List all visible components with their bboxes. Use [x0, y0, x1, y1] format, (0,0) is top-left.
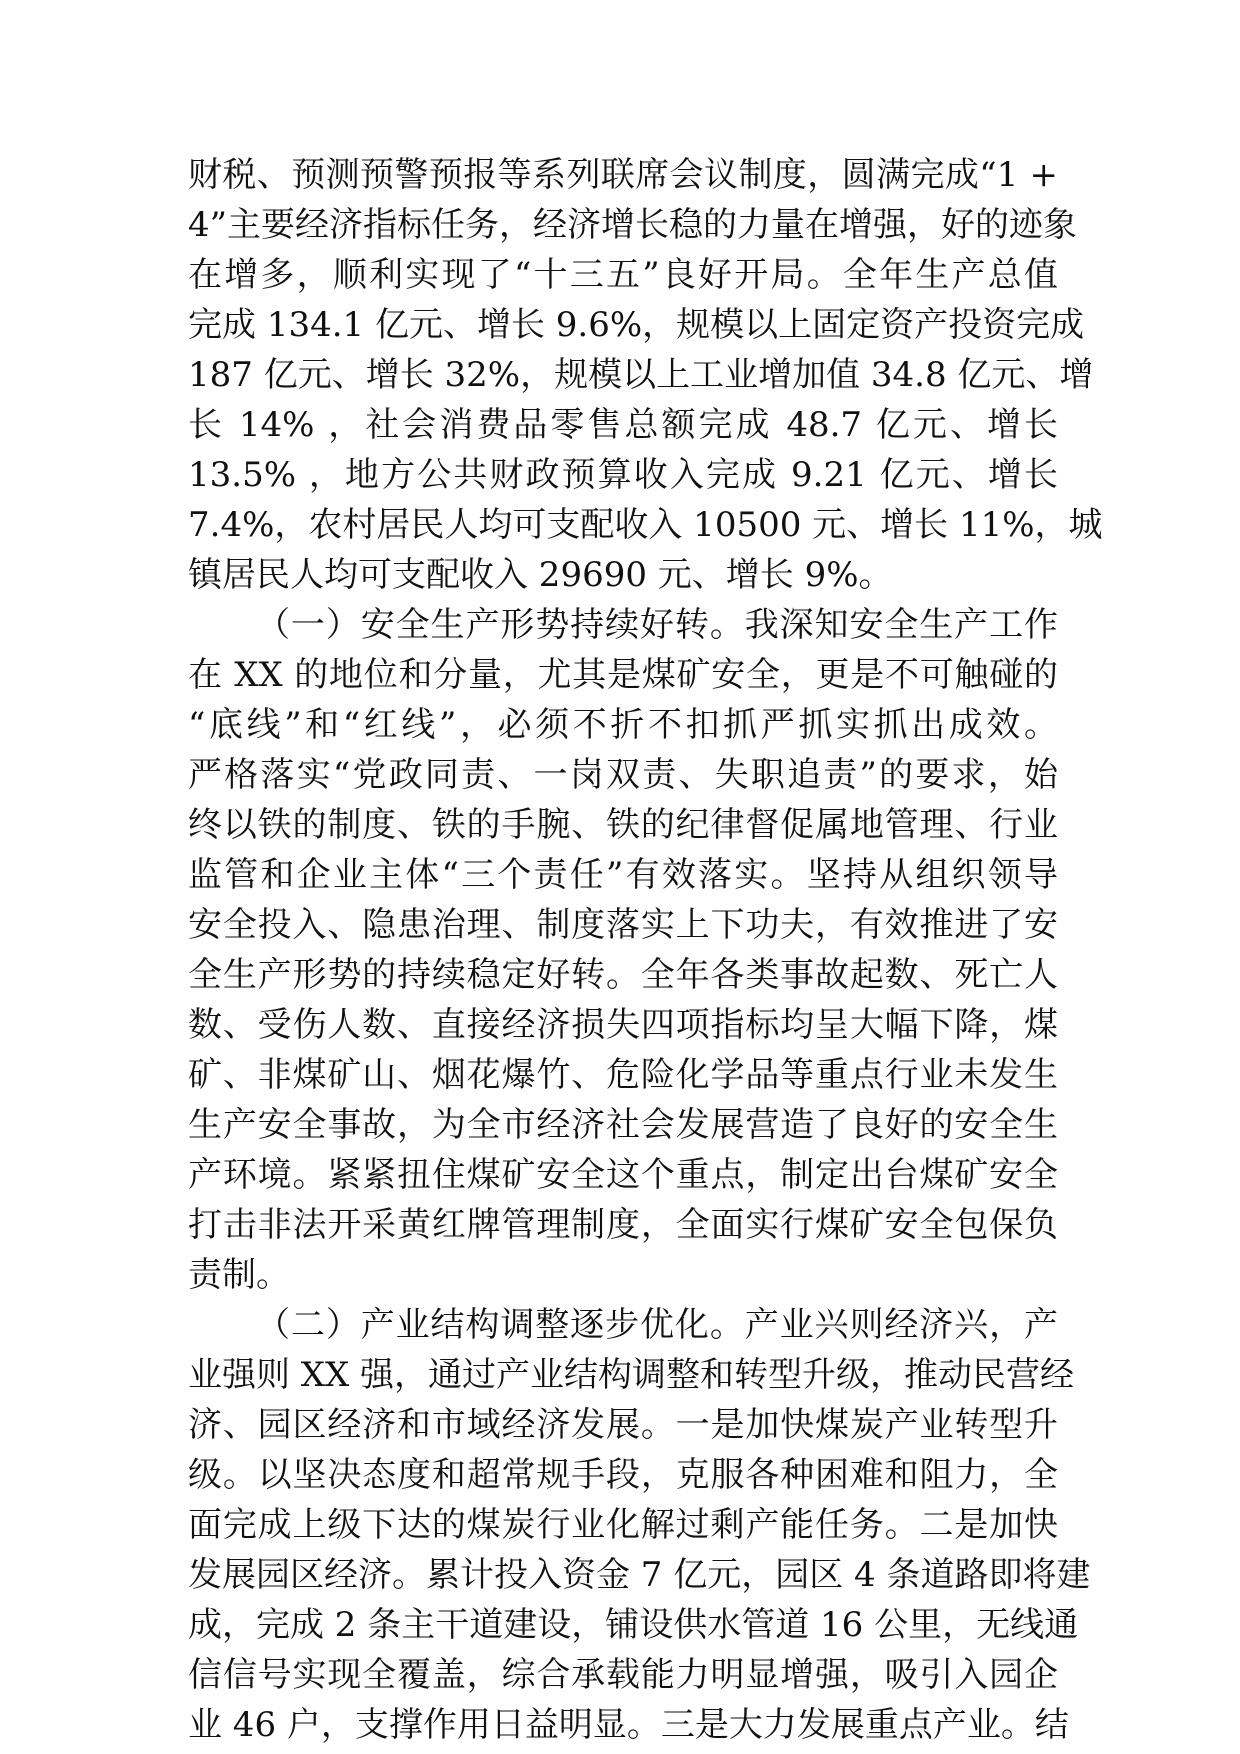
text-line: 镇居民人均可支配收入 29690 元、增长 9%。 [188, 555, 893, 595]
text-line: 终以铁的制度、铁的手腕、铁的纪律督促属地管理、行业 [188, 805, 1058, 845]
text-line: 打击非法开采黄红牌管理制度，全面实行煤矿安全包保负 [188, 1205, 1058, 1245]
paragraph-economy-summary [188, 150, 1103, 600]
text-line: 责制。 [188, 1255, 290, 1295]
text-line: 级。以坚决态度和超常规手段，克服各种困难和阻力，全 [188, 1455, 1058, 1495]
text-line: 业强则 XX 强，通过产业结构调整和转型升级，推动民营经 [188, 1355, 1075, 1395]
text-line: 187 亿元、增长 32%，规模以上工业增加值 34.8 亿元、增 [188, 355, 1094, 395]
paragraph-industrial-structure [188, 1300, 1091, 1750]
text-line: 面完成上级下达的煤炭行业化解过剩产能任务。二是加快 [188, 1505, 1058, 1545]
text-line: 生产安全事故，为全市经济社会发展营造了良好的安全生 [188, 1105, 1058, 1145]
text-line: 严格落实“党政同责、一岗双责、失职追责”的要求，始 [188, 755, 1058, 795]
text-line: 矿、非煤矿山、烟花爆竹、危险化学品等重点行业未发生 [188, 1055, 1058, 1095]
text-line: 安全投入、隐患治理、制度落实上下功夫，有效推进了安 [188, 905, 1058, 945]
text-line: （一）安全生产形势持续好转。我深知安全生产工作 [256, 605, 1058, 645]
text-line: 发展园区经济。累计投入资金 7 亿元，园区 4 条道路即将建 [188, 1555, 1091, 1595]
text-line: 监管和企业主体“三个责任”有效落实。坚持从组织领导 [188, 855, 1058, 895]
text-line: 长 14% ，社会消费品零售总额完成 48.7 亿元、增长 [188, 405, 1058, 445]
text-line: 产环境。紧紧扭住煤矿安全这个重点，制定出台煤矿安全 [188, 1155, 1058, 1195]
document-page [188, 150, 1103, 1750]
text-line: 7.4%，农村居民人均可支配收入 10500 元、增长 11%，城 [188, 505, 1103, 545]
text-line: 13.5% ，地方公共财政预算收入完成 9.21 亿元、增长 [188, 455, 1058, 495]
text-line: “底线”和“红线”，必须不折不扣抓严抓实抓出成效。 [188, 705, 1058, 745]
text-line: 信信号实现全覆盖，综合承载能力明显增强，吸引入园企 [188, 1655, 1058, 1695]
text-line: 济、园区经济和市域经济发展。一是加快煤炭产业转型升 [188, 1405, 1058, 1445]
text-line: 成，完成 2 条主干道建设，铺设供水管道 16 公里，无线通 [188, 1605, 1079, 1645]
text-line: 财税、预测预警预报等系列联席会议制度，圆满完成“1 + [188, 155, 1058, 195]
text-line: 在 XX 的地位和分量，尤其是煤矿安全，更是不可触碰的 [188, 655, 1058, 695]
text-line: 在增多，顺利实现了“十三五”良好开局。全年生产总值 [188, 255, 1058, 295]
text-line: 数、受伤人数、直接经济损失四项指标均呈大幅下降，煤 [188, 1005, 1058, 1045]
text-line: 全生产形势的持续稳定好转。全年各类事故起数、死亡人 [188, 955, 1058, 995]
text-line: 4”主要经济指标任务，经济增长稳的力量在增强，好的迹象 [188, 205, 1078, 245]
paragraph-safety-production [188, 600, 1058, 1300]
text-line: （二）产业结构调整逐步优化。产业兴则经济兴，产 [256, 1305, 1058, 1345]
text-line: 业 46 户，支撑作用日益明显。三是大力发展重点产业。结 [188, 1705, 1069, 1745]
text-line: 完成 134.1 亿元、增长 9.6%，规模以上固定资产投资完成 [188, 305, 1085, 345]
